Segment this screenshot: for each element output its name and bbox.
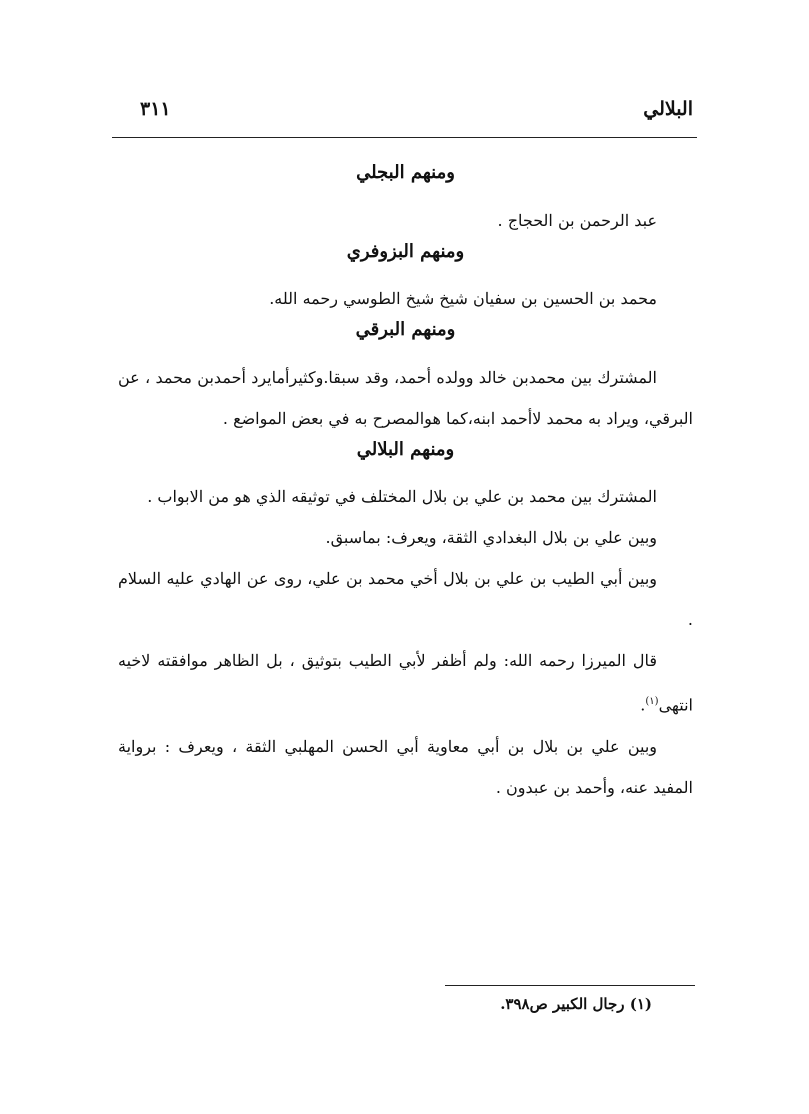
header-rule — [112, 137, 697, 138]
page-body — [118, 162, 693, 808]
footnote-rule — [445, 985, 695, 986]
paragraph-text: قال الميرزا رحمه الله: ولم أظفر لأبي الطيب بتوثيق ، بل الظاهر موافقته لاخيه انتهى — [118, 651, 693, 715]
paragraph-with-footnote — [118, 640, 693, 725]
section-heading-bajali: ومنهم البجلي — [356, 162, 455, 183]
paragraph: عبد الرحمن بن الحجاج . — [497, 210, 657, 230]
footnote: (١) رجال الكبير ص٣٩٨. — [500, 995, 652, 1013]
paragraph: وبين علي بن بلال البغدادي الثقة، ويعرف: بماسبق. — [325, 528, 657, 548]
section-heading-bazufari: ومنهم البزوفري — [346, 240, 465, 262]
paragraph-end-period: . — [640, 695, 646, 715]
paragraph: وبين علي بن بلال بن أبي معاوية أبي الحسن المهلبي الثقة ، ويعرف : برواية المفيد عنه، وأحمد بن عبدون . — [118, 736, 693, 797]
paragraph: المشترك بين محمد بن علي بن بلال المختلف في توثيقه الذي هو من الابواب . — [147, 487, 657, 507]
running-title: البلالي — [643, 98, 693, 120]
running-header — [120, 98, 695, 132]
section-heading-barqi: ومنهم البرقي — [355, 319, 456, 341]
paragraph: وبين أبي الطيب بن علي بن بلال أخي محمد بن علي، روى عن الهادي عليه السلام . — [118, 569, 693, 630]
footnote-marker[interactable]: (١) — [645, 696, 659, 708]
section-heading-bilali: ومنهم البلالي — [356, 438, 455, 460]
paragraph: محمد بن الحسين بن سفيان شيخ شيخ الطوسي رحمه الله. — [269, 289, 657, 309]
page-number: ٣١١ — [140, 98, 171, 120]
paragraph: المشترك بين محمدبن خالد وولده أحمد، وقد سبقا.وكثيرأمايرد أحمدبن محمد ، عن البرقي، ويراد به محمد لاأحمد ابنه،كما هوالمصرح به في بعض المواضع . — [118, 367, 693, 428]
